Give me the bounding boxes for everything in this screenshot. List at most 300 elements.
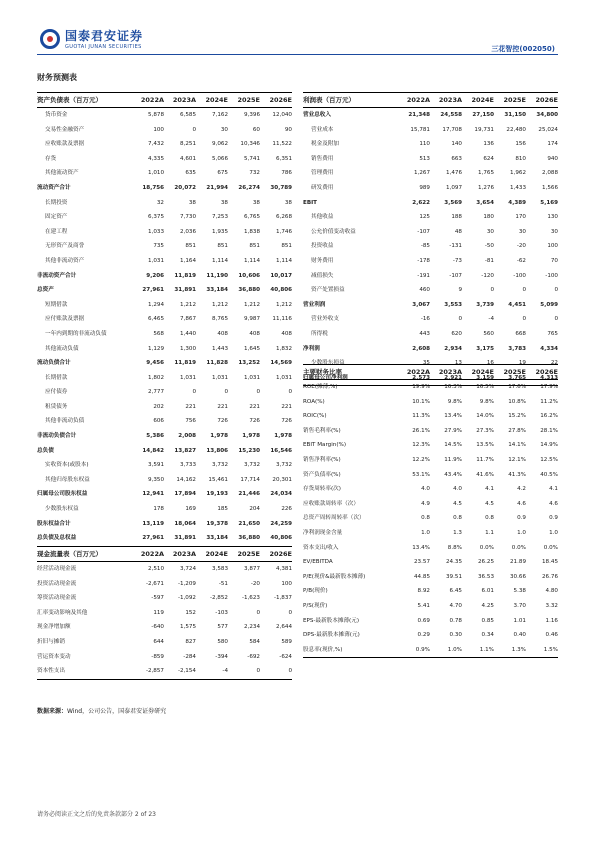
table-row [303,453,558,468]
row-value: 6,268 [275,214,292,221]
year-header: 2025E [228,547,260,562]
row-value: 1,033 [147,228,164,235]
row-value: 3,877 [243,566,260,572]
row-label: 税金及附加 [311,141,339,148]
row-value: 27.8% [508,427,526,434]
row-value: 1,978 [210,433,228,440]
row-value: 4,451 [508,301,526,308]
table-row [303,424,558,439]
row-label: 销售费用 [311,155,334,162]
row-value: 21,446 [238,491,260,498]
row-value: 786 [281,170,292,177]
row-value: -103 [215,609,228,616]
row-value: 9 [458,287,462,294]
row-value: 100 [153,126,164,133]
row-value: 19,193 [206,491,228,498]
row-value: 90 [284,126,292,133]
row-value: -4 [196,664,228,679]
row-value: 14,162 [176,476,196,483]
row-value: 1.0 [517,529,526,536]
row-label: 净利润 [303,345,320,352]
table-title: 现金流量表（百万元） [37,547,132,562]
year-header: 2024E [196,547,228,562]
row-value: 30 [550,228,558,235]
row-value: 1,031 [275,374,292,381]
row-value: 3,553 [444,301,462,308]
row-value: 26.25 [477,559,494,566]
row-value: 7,162 [211,112,228,118]
row-value: -81 [484,257,494,264]
row-value: 125 [419,214,430,221]
row-value: 12.3% [412,442,430,449]
row-value: 4.1 [549,486,558,493]
row-value: 3,733 [179,462,196,469]
row-label: P/S(现价) [303,602,328,609]
row-value: 40,806 [260,531,292,546]
row-value: 1,212 [179,301,196,308]
row-label: 资本性支出 [37,664,132,679]
row-value: 1,978 [242,433,260,440]
row-value: 3,783 [508,345,526,352]
row-value: 18,064 [174,520,196,527]
row-value: 5,386 [146,433,164,440]
year-header: 2025E [228,93,260,108]
row-value: 1,294 [147,301,164,308]
row-value: -2,671 [145,580,164,587]
row-value: 5,878 [147,112,164,118]
row-value: 726 [217,418,228,425]
row-value: 35 [422,360,430,367]
row-label: 归属母公司净利润 [303,371,398,386]
row-value: 10.8% [508,398,526,405]
table-row [37,458,292,473]
row-value: -20 [250,580,260,587]
row-value: 1,031 [147,257,164,264]
row-value: 1,114 [243,257,260,264]
table-row [37,371,292,386]
row-label: 长期投资 [45,199,68,206]
row-label: 营业成本 [311,126,334,133]
year-header: 2024E [196,93,228,108]
row-value: 30 [486,228,494,235]
row-value: 1,097 [445,184,462,191]
table-row [303,395,558,410]
row-value: 4.6 [517,500,526,507]
row-value: 70 [550,257,558,264]
logo-chinese-name: 国泰君安证券 [65,29,144,43]
row-value: 24,259 [270,520,292,527]
row-value: 10,606 [238,272,260,279]
table-row [303,283,558,298]
year-header: 2023A [164,93,196,108]
row-value: 589 [281,638,292,645]
row-value: -4 [488,316,494,323]
table-row [37,137,292,152]
row-value: -107 [449,272,462,279]
row-value: 3,732 [275,462,292,469]
row-value: 38 [252,199,260,206]
row-value: 1.16 [545,617,558,624]
row-value: 19.9% [412,384,430,390]
row-value: 4.0 [453,486,462,493]
row-value: 1,645 [243,345,260,352]
row-value: 1,031 [243,374,260,381]
row-value: 1,114 [211,257,228,264]
table-row [303,599,558,614]
row-value: 2,777 [147,389,164,396]
table-row [37,502,292,517]
row-value: 0.40 [513,632,526,639]
row-value: 2,934 [444,345,462,352]
row-value: 0 [256,389,260,396]
row-value: 14.1% [508,442,526,449]
row-value: 1,746 [275,228,292,235]
row-value: 0.8 [421,515,430,522]
row-value: 136 [483,141,494,148]
row-value: 130 [547,214,558,221]
row-value: 21,994 [206,184,228,191]
row-value: 0 [224,389,228,396]
row-value: 7,253 [211,214,228,221]
row-value: 1,031 [211,374,228,381]
row-value: 4.70 [449,602,462,609]
row-value: -640 [151,624,164,631]
row-value: 620 [451,330,462,337]
table-row [303,541,558,556]
row-value: 21,348 [408,112,430,118]
row-value: 584 [249,638,260,645]
row-value: -624 [279,653,292,660]
row-value: 12,040 [272,112,292,118]
row-label: 投资收益 [311,243,334,250]
row-value: 13,827 [174,447,196,454]
row-value: 2,510 [147,566,164,572]
row-value: 0 [260,664,292,679]
table-row [37,327,292,342]
row-value: 9,987 [243,316,260,323]
row-value: 13,252 [238,360,260,367]
row-value: -1,837 [273,595,292,602]
cash-flow-table [37,546,292,680]
row-value: 0 [192,126,196,133]
table-row [37,166,292,181]
row-label: 归属母公司股东权益 [37,491,88,498]
row-value: 0.0% [511,544,526,551]
row-value: 6,585 [179,112,196,118]
row-value: 756 [185,418,196,425]
row-value: 4,334 [540,345,558,352]
year-header: 2026E [260,547,292,562]
row-value: 560 [483,330,494,337]
row-value: 23.57 [413,559,430,566]
row-value: 4.9 [421,500,430,507]
row-label: 筹资活动现金流 [37,595,77,602]
row-value: 1,440 [179,330,196,337]
row-value: 2,008 [178,433,196,440]
table-row [303,614,558,629]
row-value: 20,072 [174,184,196,191]
row-value: 170 [515,214,526,221]
row-value: 940 [547,155,558,162]
row-label: 减值损失 [311,272,334,279]
row-label: 固定资产 [45,214,68,221]
row-value: 16.5% [476,384,494,390]
row-value: 408 [281,330,292,337]
row-label: EBIT [303,199,317,206]
row-value: 8.92 [417,588,430,595]
year-header: 2023A [430,365,462,380]
row-value: 221 [217,403,228,410]
row-value: 1.01 [513,617,526,624]
table-row [303,584,558,599]
row-value: 3,724 [179,566,196,572]
year-header: 2025E [494,93,526,108]
table-header-row [37,547,292,562]
row-value: 4,389 [508,199,526,206]
table-row [37,269,292,284]
row-value: 204 [249,506,260,513]
table-row [303,225,558,240]
row-value: 3,765 [494,371,526,386]
data-source-label: 数据来源： [37,708,68,715]
row-value: 4.5 [453,500,462,507]
table-row [37,225,292,240]
table-header-row [303,93,558,108]
section-title: 财务预测表 [37,73,77,82]
row-value: 30.66 [509,573,526,580]
row-value: 30 [220,126,228,133]
row-value: 36,880 [238,287,260,294]
row-value: 732 [249,170,260,177]
header-divider [37,54,558,55]
row-value: 17,714 [240,476,260,483]
year-header: 2022A [132,93,164,108]
table-row [303,239,558,254]
row-value: 10,346 [240,141,260,148]
row-value: 18,756 [142,184,164,191]
table-title: 资产负债表（百万元） [37,93,132,108]
row-value: 0.8 [485,515,494,522]
row-label: 存货 [45,155,57,162]
row-value: 25,024 [538,126,558,133]
row-label: ROE(摊薄,%) [303,384,338,390]
row-value: 1,832 [275,345,292,352]
row-value: 119 [153,609,164,616]
row-value: 827 [185,638,196,645]
row-label: DPS-最新股本摊薄(元) [303,632,360,639]
row-label: 公允价值变动收益 [311,228,356,235]
row-value: -20 [516,243,526,250]
row-value: 30,789 [270,184,292,191]
row-value: 27.9% [444,427,462,434]
row-value: 513 [419,155,430,162]
row-label: 流动负债合计 [37,360,71,367]
row-label: 货币资金 [45,112,68,118]
row-value: 11.7% [476,456,494,463]
row-value: 0.9 [549,515,558,522]
row-label: 少数股东权益 [45,506,79,513]
row-value: 26.76 [541,573,558,580]
row-value: 19,731 [474,126,494,133]
table-row [37,356,292,371]
row-value: 606 [153,418,164,425]
row-label: 非流动负债合计 [37,433,77,440]
row-label: 研发费用 [311,184,334,191]
year-header: 2026E [526,93,558,108]
row-value: 0.30 [449,632,462,639]
row-value: -2,154 [164,664,196,679]
row-value: 11,819 [174,360,196,367]
row-value: 7,730 [179,214,196,221]
table-row [37,473,292,488]
row-value: 11.9% [444,456,462,463]
row-value: 100 [281,580,292,587]
row-value: 8.8% [447,544,462,551]
row-value: 0 [522,287,526,294]
row-label: 资产处置损益 [311,287,345,294]
data-source-note [37,706,166,715]
row-label: 投资活动现金流 [37,580,77,587]
table-row [37,414,292,429]
balance-sheet-table [37,92,292,547]
page-footer: 请务必阅读正文之后的免责条款部分 2 of 23 [37,811,156,818]
row-label: 其他收益 [311,214,334,221]
row-value: -62 [516,257,526,264]
year-header: 2025E [494,365,526,380]
table-row [303,137,558,152]
row-value: 24.35 [445,559,462,566]
logo-english-name: GUOTAI JUNAN SECURITIES [65,44,142,50]
row-value: 9,062 [211,141,228,148]
row-value: 4.25 [481,602,494,609]
row-value: 11,828 [206,360,228,367]
data-source-text: Wind，公司公告，国泰君安证券研究 [67,708,167,715]
row-value: 851 [185,243,196,250]
row-value: -1,092 [177,595,196,602]
row-value: 17.6% [508,384,526,390]
row-value: 28.1% [540,427,558,434]
row-value: 24,558 [440,112,462,118]
row-value: 3,739 [476,301,494,308]
row-value: 36.53 [477,573,494,580]
row-value: 0 [256,609,260,616]
row-label: 总负债及总权益 [37,531,132,546]
row-value: 22 [550,360,558,367]
year-header: 2026E [260,93,292,108]
row-value: 27.3% [476,427,494,434]
table-row [37,531,292,546]
row-value: 408 [249,330,260,337]
table-row [303,327,558,342]
row-value: 2,234 [243,624,260,631]
row-value: 33,184 [196,531,228,546]
row-value: -16 [420,316,430,323]
row-label: 股东权益合计 [37,520,71,527]
row-value: 1,935 [211,228,228,235]
row-value: 851 [249,243,260,250]
row-value: 30 [518,228,526,235]
row-value: 32 [156,199,164,206]
row-value: 188 [451,214,462,221]
table-row [303,210,558,225]
row-label: 营业总收入 [303,112,331,118]
income-statement-table [303,92,558,386]
table-row [303,152,558,167]
table-row [37,239,292,254]
table-row [303,628,558,643]
row-value: 1.3 [453,529,462,536]
row-value: 9,396 [243,112,260,118]
row-value: -50 [484,243,494,250]
table-row [37,577,292,592]
table-row [303,438,558,453]
row-value: 0 [554,287,558,294]
row-value: 0.85 [481,617,494,624]
row-value: -191 [417,272,430,279]
row-label: 净利润现金含量 [303,529,343,536]
row-value: 3,583 [211,566,228,572]
row-value: 580 [217,638,228,645]
row-value: 1,212 [275,301,292,308]
row-value: 43.4% [444,471,462,478]
row-value: 14.9% [540,442,558,449]
row-value: 668 [515,330,526,337]
page-header [0,0,595,56]
row-value: 0.46 [545,632,558,639]
row-value: -2,852 [209,595,228,602]
table-row [303,482,558,497]
row-value: 16 [486,360,494,367]
row-value: 1,212 [243,301,260,308]
row-label: EBIT Margin(%) [303,442,347,449]
row-value: 1,978 [274,433,292,440]
row-value: 2,608 [412,345,430,352]
row-value: -51 [218,580,228,587]
row-label: 折旧与摊销 [37,638,65,645]
row-value: 9.8% [447,398,462,405]
brand-logo [40,27,143,50]
row-value: 13.4% [444,413,462,420]
row-label: 财务费用 [311,257,334,264]
row-label: 其他流动负债 [45,345,79,352]
row-value: 4.2 [517,486,526,493]
row-label: 应付债券 [45,389,68,396]
row-value: 31,891 [174,287,196,294]
row-label: 实收资本(或股本) [45,462,89,469]
row-value: 38 [284,199,292,206]
table-title: 利润表（百万元） [303,93,398,108]
row-value: 1,010 [147,170,164,177]
row-value: 8,765 [211,316,228,323]
row-value: 100 [547,243,558,250]
year-header: 2022A [398,93,430,108]
row-value: 12.5% [540,456,558,463]
row-value: 10.1% [412,398,430,405]
row-value: 3,732 [243,462,260,469]
row-value: -1,209 [177,580,196,587]
table-row [37,620,292,635]
row-label: 营业利润 [303,301,326,308]
row-label: ROA(%) [303,398,325,405]
table-row [37,254,292,269]
table-row [37,635,292,650]
row-value: 0.69 [417,617,430,624]
row-value: -597 [151,595,164,602]
row-value: 2,036 [179,228,196,235]
row-value: 16,546 [270,447,292,454]
row-label: 其他流动资产 [45,170,79,177]
row-value: 1.3% [494,643,526,658]
